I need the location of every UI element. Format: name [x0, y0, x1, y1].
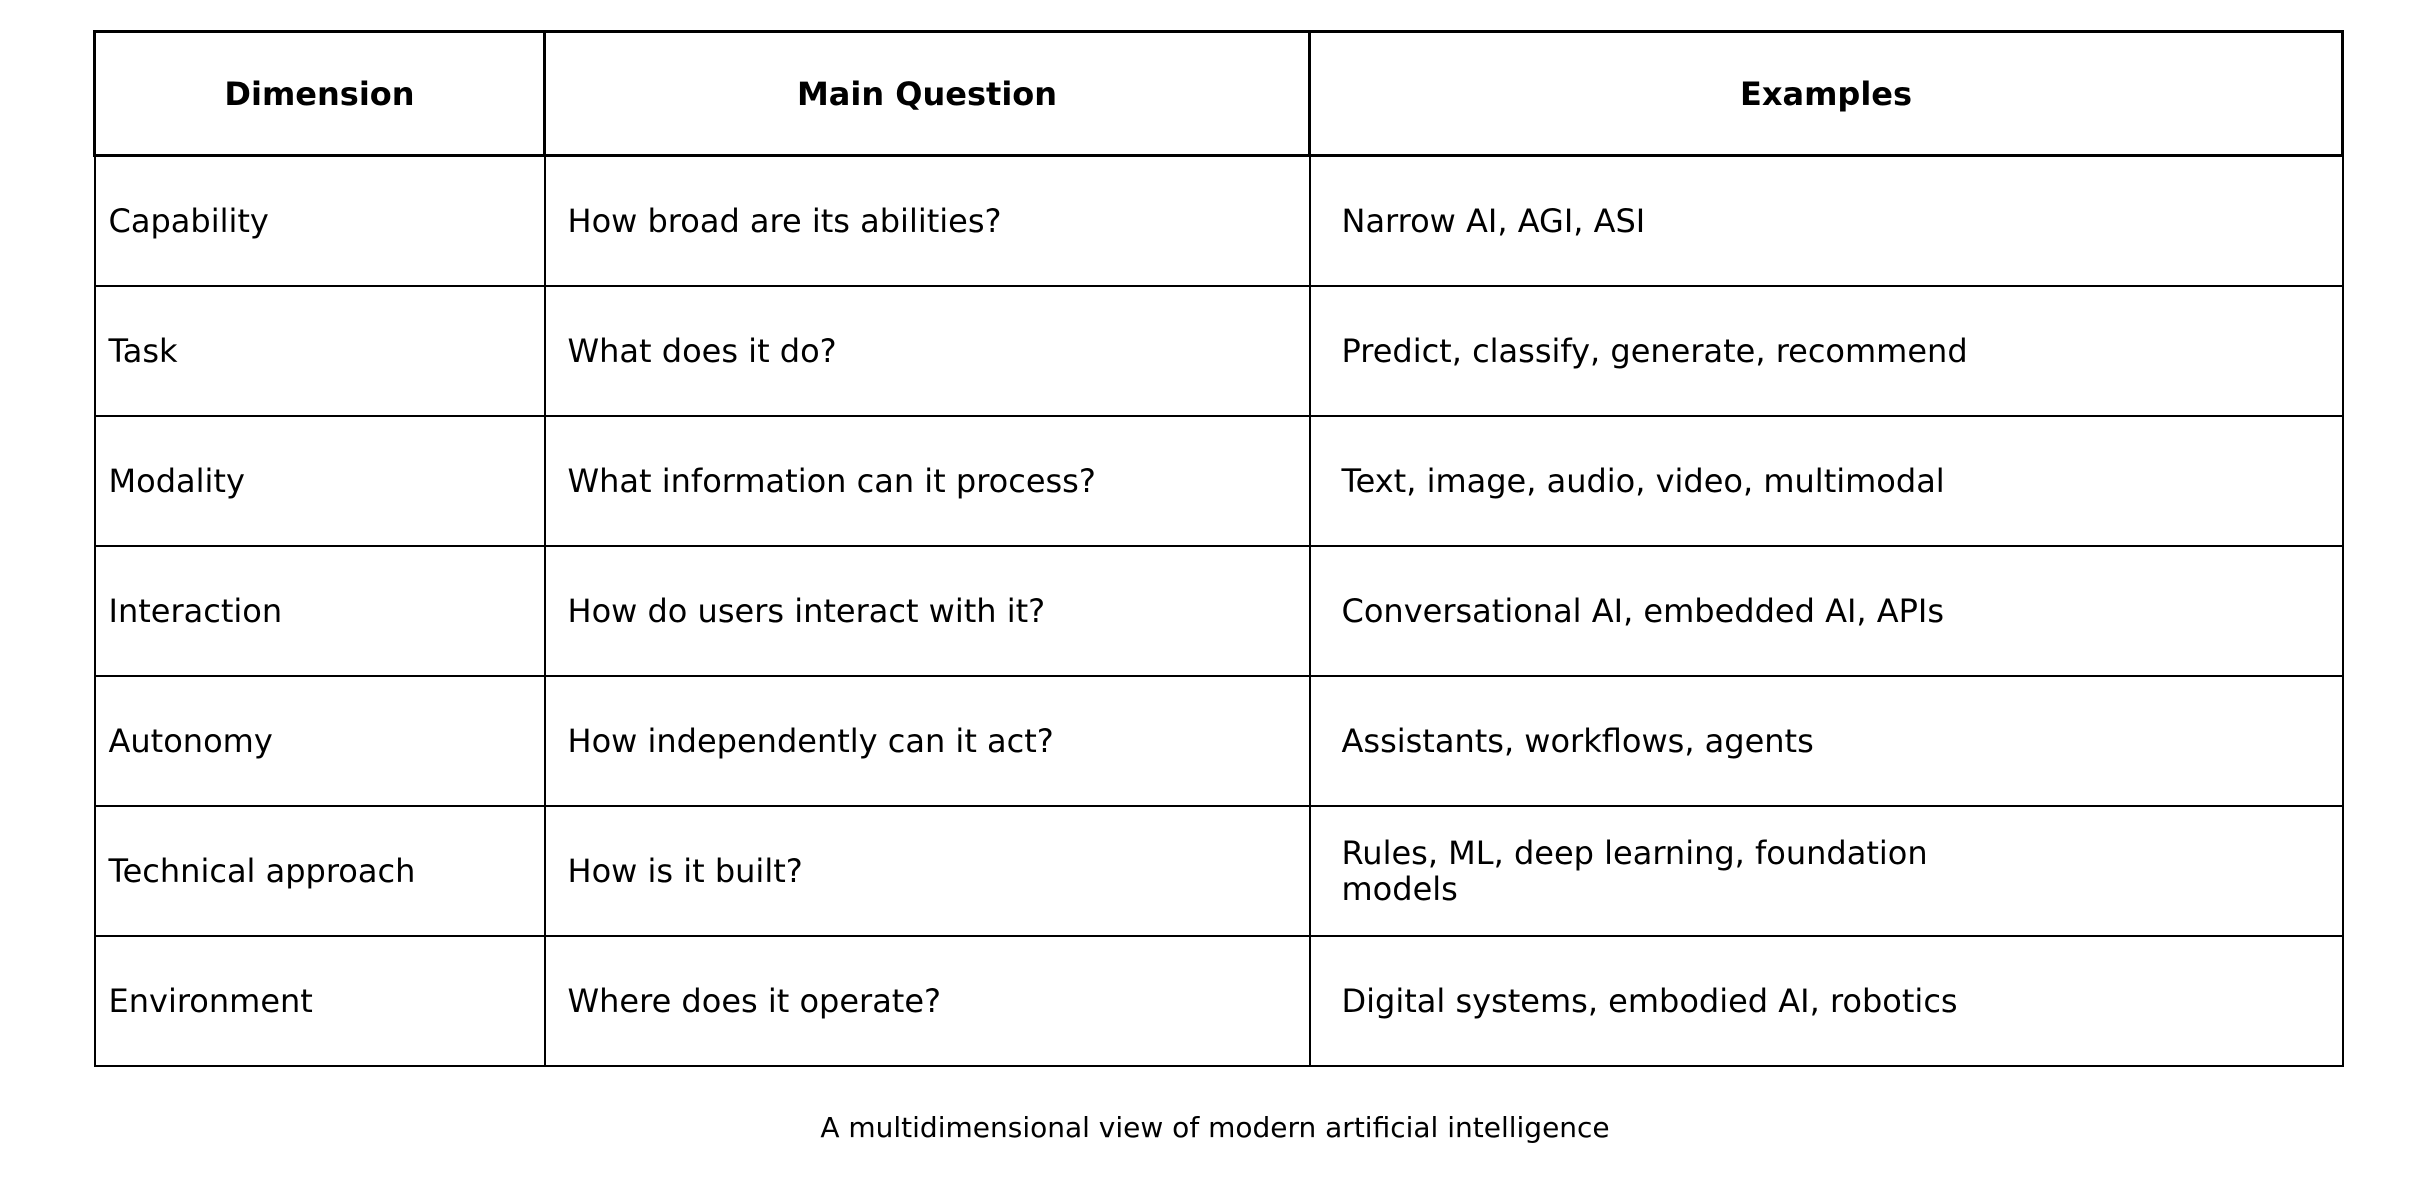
cell-examples — [1310, 156, 2343, 287]
cell-examples — [1310, 676, 2343, 806]
cell-dimension: Capability — [95, 156, 545, 287]
header-dimension: Dimension — [95, 32, 545, 156]
cell-dimension: Technical approach — [95, 806, 545, 936]
table-row — [95, 806, 2343, 936]
cell-question: How is it built? — [545, 806, 1310, 936]
cell-dimension: Interaction — [95, 546, 545, 676]
dimensions-table-container — [93, 30, 2341, 1067]
cell-dimension: Task — [95, 286, 545, 416]
examples-text: Predict, classify, generate, recommend — [1341, 332, 1968, 370]
table-row — [95, 286, 2343, 416]
examples-text: Assistants, workflows, agents — [1341, 722, 1814, 760]
cell-dimension: Autonomy — [95, 676, 545, 806]
cell-examples — [1310, 416, 2343, 546]
examples-text: Narrow AI, AGI, ASI — [1341, 202, 1646, 240]
cell-question: What information can it process? — [545, 416, 1310, 546]
examples-text: Digital systems, embodied AI, robotics — [1341, 982, 1958, 1020]
table-row — [95, 156, 2343, 287]
cell-examples — [1310, 806, 2343, 936]
cell-question: How independently can it act? — [545, 676, 1310, 806]
cell-examples — [1310, 286, 2343, 416]
cell-examples — [1310, 546, 2343, 676]
cell-dimension: Modality — [95, 416, 545, 546]
cell-question: How broad are its abilities? — [545, 156, 1310, 287]
table-row — [95, 936, 2343, 1066]
dimensions-table — [93, 30, 2344, 1067]
table-header-row — [95, 32, 2343, 156]
header-main-question: Main Question — [545, 32, 1310, 156]
cell-question: Where does it operate? — [545, 936, 1310, 1066]
cell-examples — [1310, 936, 2343, 1066]
table-row — [95, 676, 2343, 806]
table-row — [95, 416, 2343, 546]
header-examples: Examples — [1310, 32, 2343, 156]
examples-text: Rules, ML, deep learning, foundation models — [1341, 834, 1928, 908]
cell-dimension: Environment — [95, 936, 545, 1066]
examples-text: Conversational AI, embedded AI, APIs — [1341, 592, 1945, 630]
table-caption: A multidimensional view of modern artificial intelligence — [820, 1111, 1610, 1144]
cell-question: How do users interact with it? — [545, 546, 1310, 676]
examples-text: Text, image, audio, video, multimodal — [1341, 462, 1945, 500]
table-row — [95, 546, 2343, 676]
cell-question: What does it do? — [545, 286, 1310, 416]
